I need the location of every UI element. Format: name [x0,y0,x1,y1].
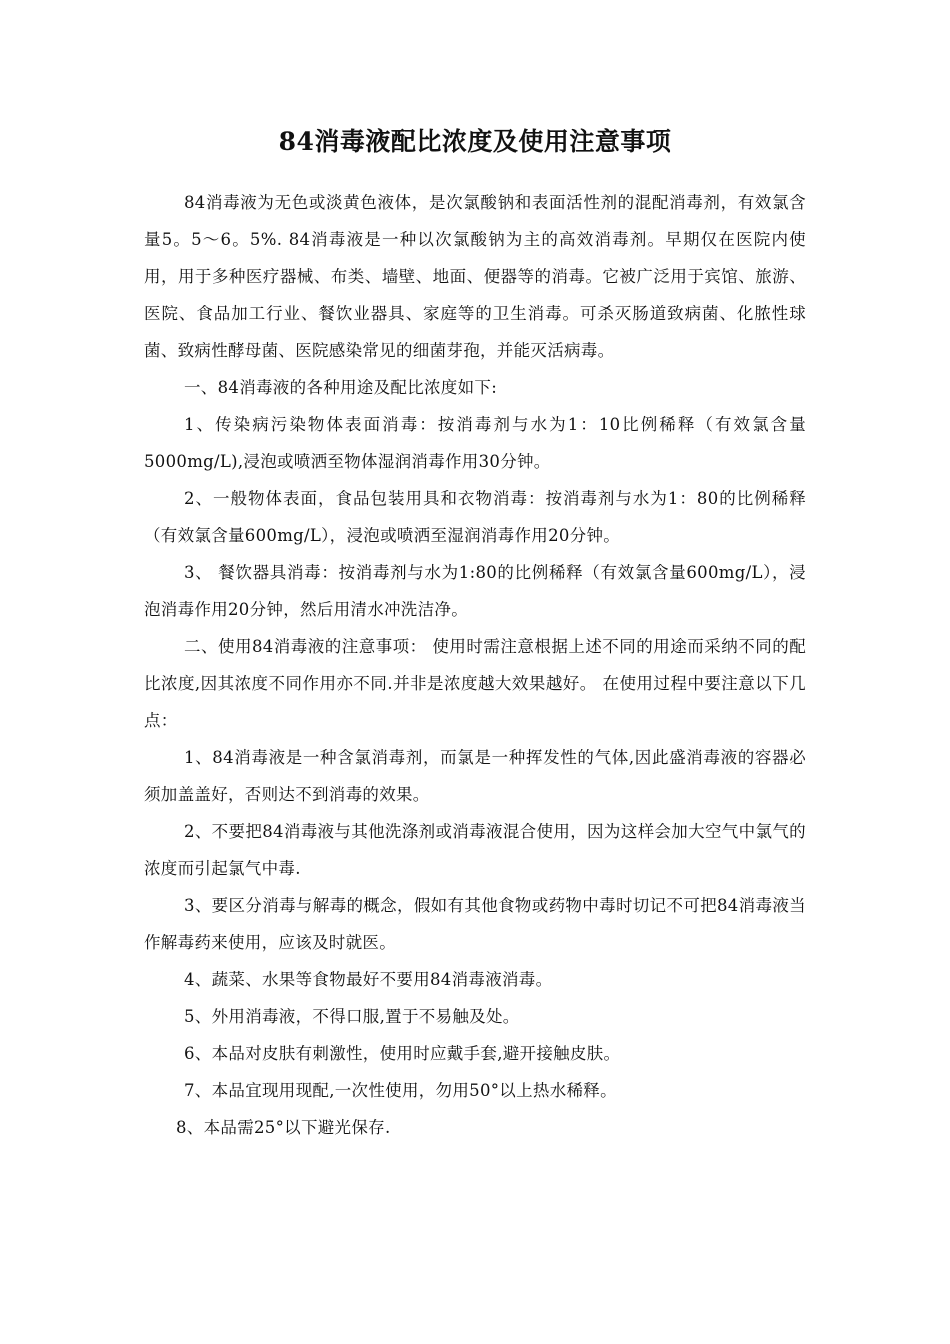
document-page [144,122,806,1146]
precaution-item-3: 3、要区分消毒与解毒的概念，假如有其他食物或药物中毒时切记不可把84消毒液当作解毒药来使用，应该及时就医。 [144,896,806,952]
document-title: 84消毒液配比浓度及使用注意事项 [278,127,672,156]
precaution-item-6: 6、本品对皮肤有刺激性，使用时应戴手套,避开接触皮肤。 [184,1044,621,1063]
precaution-item-4: 4、蔬菜、水果等食物最好不要用84消毒液消毒。 [184,970,553,989]
usage-item-2: 2、一般物体表面，食品包装用具和衣物消毒：按消毒剂与水为1：80的比例稀释（有效氯含量600mg/L），浸泡或喷洒至湿润消毒作用20分钟。 [144,489,806,545]
section-heading-usage: 一、84消毒液的各种用途及配比浓度如下: [184,378,498,397]
precaution-item-1: 1、84消毒液是一种含氯消毒剂，而氯是一种挥发性的气体,因此盛消毒液的容器必须加盖盖好，否则达不到消毒的效果。 [144,748,806,804]
usage-item-3: 3、 餐饮器具消毒：按消毒剂与水为1:80的比例稀释（有效氯含量600mg/L），浸泡消毒作用20分钟，然后用清水冲洗洁净。 [144,563,806,619]
precaution-item-2: 2、不要把84消毒液与其他洗涤剂或消毒液混合使用，因为这样会加大空气中氯气的浓度而引起氯气中毒. [144,822,806,878]
usage-item-1: 1、传染病污染物体表面消毒：按消毒剂与水为1：10比例稀释（有效氯含量5000mg/L),浸泡或喷洒至物体湿润消毒作用30分钟。 [144,415,806,471]
paragraph-intro: 84消毒液为无色或淡黄色液体，是次氯酸钠和表面活性剂的混配消毒剂，有效氯含量5。5～6。5%. 84消毒液是一种以次氯酸钠为主的高效消毒剂。早期仅在医院内使用，用于多种医疗器械、布类、墙壁、地面、便器等的消毒。它被广泛用于宾馆、旅游、医院、食品加工行业、餐饮业器具、家庭等的卫生消毒。可杀灭肠道致病菌、化脓性球菌、致病性酵母菌、医院感染常见的细菌芽孢，并能灭活病毒。 [144,193,806,360]
precaution-item-8: 8、本品需25°以下避光保存. [176,1118,391,1137]
precaution-item-5: 5、外用消毒液，不得口服,置于不易触及处。 [184,1007,520,1026]
section-heading-precautions: 二、使用84消毒液的注意事项： 使用时需注意根据上述不同的用途而采纳不同的配比浓度,因其浓度不同作用亦不同.并非是浓度越大效果越好。 在使用过程中要注意以下几点： [144,637,806,730]
precaution-item-7: 7、本品宜现用现配,一次性使用，勿用50°以上热水稀释。 [184,1081,617,1100]
